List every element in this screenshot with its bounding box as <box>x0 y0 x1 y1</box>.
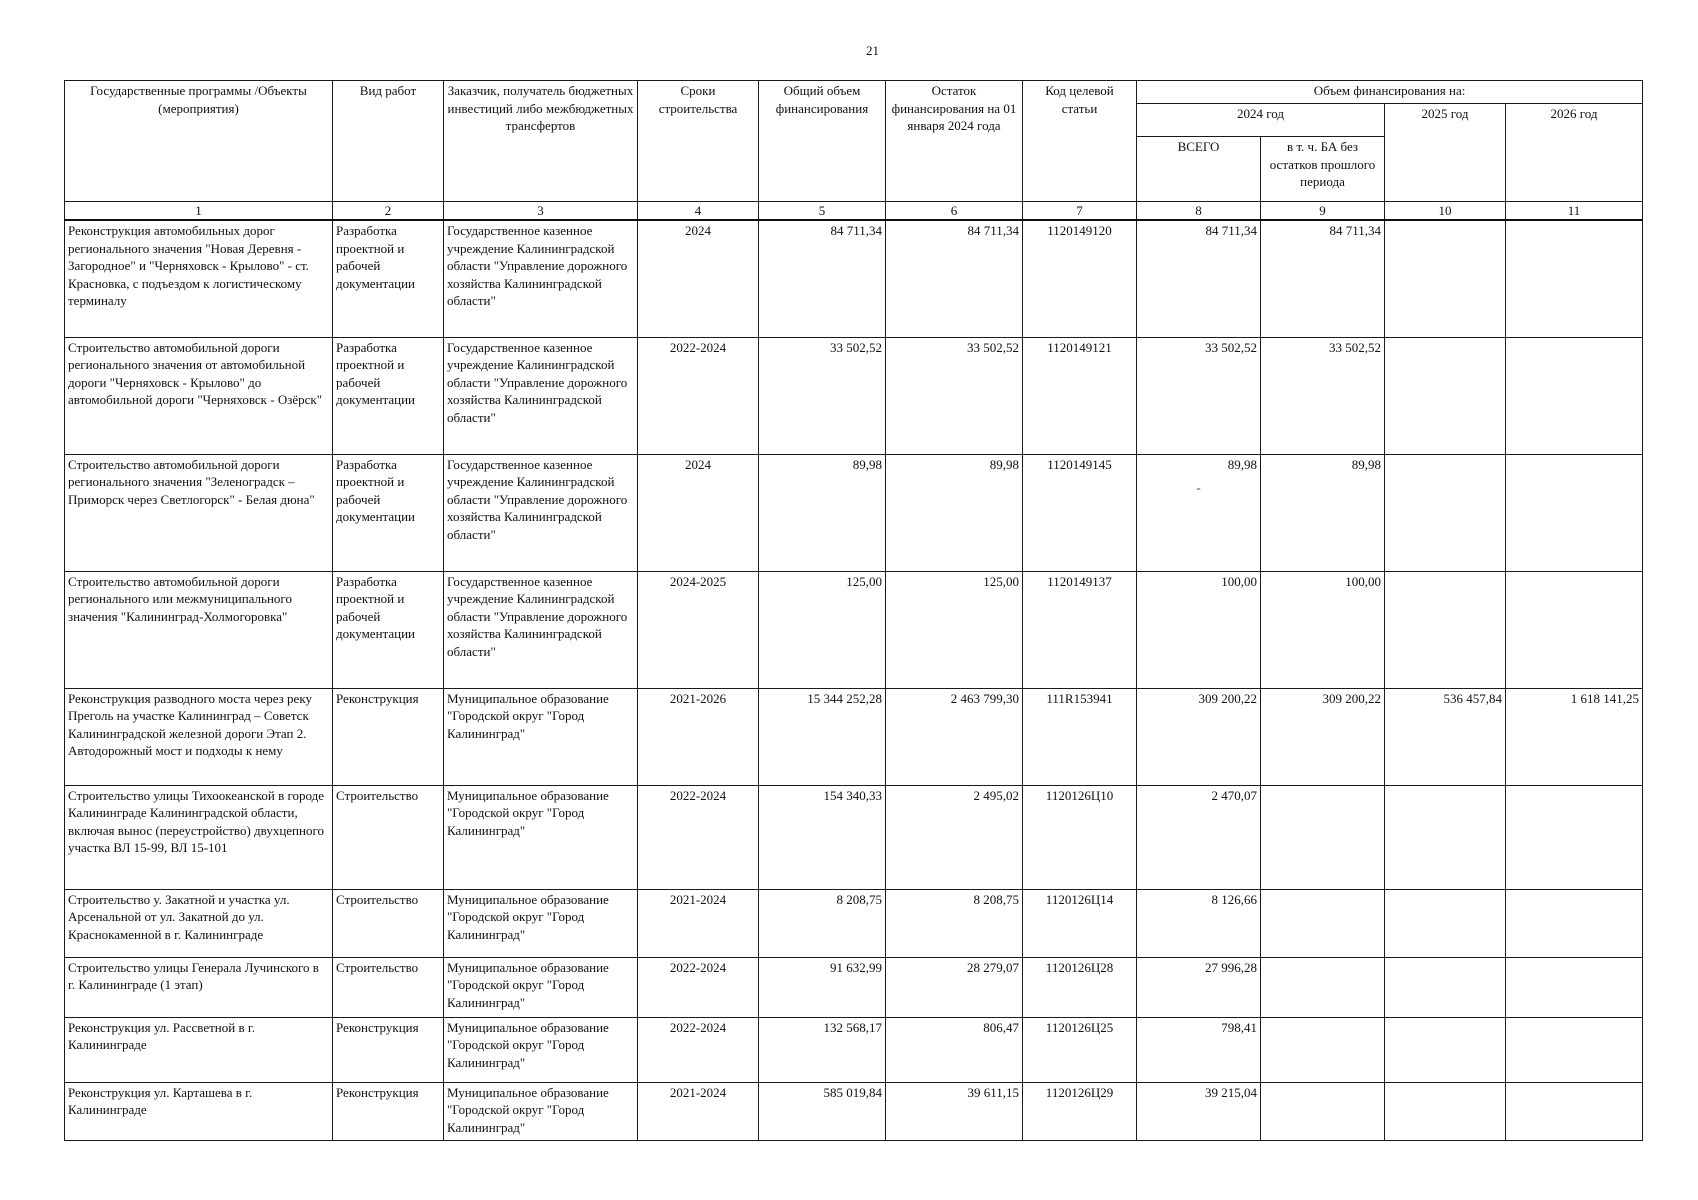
object-name: Строительство автомобильной дороги регионального или межмуниципального значения "Калининград-Холмогоровка" <box>65 571 333 688</box>
y2024-ba <box>1261 957 1385 1017</box>
period: 2022-2024 <box>638 1017 759 1082</box>
y2026 <box>1506 337 1643 454</box>
y2025 <box>1385 1017 1506 1082</box>
remainder: 125,00 <box>886 571 1023 688</box>
remainder: 806,47 <box>886 1017 1023 1082</box>
y2024-ba <box>1261 1082 1385 1140</box>
column-number: 10 <box>1385 202 1506 221</box>
y2024-ba: 84 711,34 <box>1261 220 1385 337</box>
total-financing: 132 568,17 <box>759 1017 886 1082</box>
column-number: 8 <box>1137 202 1261 221</box>
customer: Государственное казенное учреждение Калининградской области "Управление дорожного хозяйства Калининградской области" <box>444 337 638 454</box>
work-type: Строительство <box>333 889 444 957</box>
customer: Государственное казенное учреждение Калининградской области "Управление дорожного хозяйства Калининградской области" <box>444 454 638 571</box>
period: 2021-2026 <box>638 688 759 785</box>
total-financing: 91 632,99 <box>759 957 886 1017</box>
y2026 <box>1506 889 1643 957</box>
table-row <box>65 220 1643 337</box>
table-row <box>65 1082 1643 1140</box>
y2024-total: 8 126,66 <box>1137 889 1261 957</box>
header-programs: Государственные программы /Объекты (мероприятия) <box>65 81 333 202</box>
work-type: Разработка проектной и рабочей документации <box>333 454 444 571</box>
period: 2021-2024 <box>638 889 759 957</box>
column-number: 9 <box>1261 202 1385 221</box>
target-code: 111R153941 <box>1023 688 1137 785</box>
object-name: Строительство улицы Генерала Лучинского в г. Калининграде (1 этап) <box>65 957 333 1017</box>
header-funding: Объем финансирования на: <box>1137 81 1643 104</box>
target-code: 1120126Ц29 <box>1023 1082 1137 1140</box>
y2024-ba: 33 502,52 <box>1261 337 1385 454</box>
y2024-total: 39 215,04 <box>1137 1082 1261 1140</box>
work-type: Разработка проектной и рабочей документации <box>333 220 444 337</box>
period: 2021-2024 <box>638 1082 759 1140</box>
work-type: Реконструкция <box>333 688 444 785</box>
total-financing: 8 208,75 <box>759 889 886 957</box>
y2024-total: 100,00 <box>1137 571 1261 688</box>
y2026: 1 618 141,25 <box>1506 688 1643 785</box>
y2024-total: 309 200,22 <box>1137 688 1261 785</box>
y2024-total: 84 711,34 <box>1137 220 1261 337</box>
column-number: 2 <box>333 202 444 221</box>
financing-table <box>64 80 1643 1141</box>
remainder: 84 711,34 <box>886 220 1023 337</box>
total-financing: 154 340,33 <box>759 785 886 889</box>
target-code: 1120149120 <box>1023 220 1137 337</box>
table-row <box>65 337 1643 454</box>
table-row <box>65 785 1643 889</box>
column-number: 6 <box>886 202 1023 221</box>
header-year-2024: 2024 год <box>1137 104 1385 137</box>
y2026 <box>1506 1082 1643 1140</box>
y2024-ba: 309 200,22 <box>1261 688 1385 785</box>
total-financing: 84 711,34 <box>759 220 886 337</box>
customer: Государственное казенное учреждение Калининградской области "Управление дорожного хозяйства Калининградской области" <box>444 220 638 337</box>
table-row <box>65 957 1643 1017</box>
work-type: Разработка проектной и рабочей документации <box>333 571 444 688</box>
header-2024-ba: в т. ч. БА без остатков прошлого периода <box>1261 137 1385 202</box>
table-row <box>65 688 1643 785</box>
object-name: Реконструкция автомобильных дорог регионального значения "Новая Деревня - Загородное" и "Черняховск - Крылово" - ст. Красновка, с подъездом к логистическому терминалу <box>65 220 333 337</box>
y2026 <box>1506 785 1643 889</box>
y2025 <box>1385 1082 1506 1140</box>
header-2024-total: ВСЕГО <box>1137 137 1261 202</box>
y2025 <box>1385 785 1506 889</box>
target-code: 1120126Ц28 <box>1023 957 1137 1017</box>
y2025 <box>1385 337 1506 454</box>
remainder: 2 463 799,30 <box>886 688 1023 785</box>
y2025 <box>1385 889 1506 957</box>
y2026 <box>1506 220 1643 337</box>
period: 2022-2024 <box>638 337 759 454</box>
y2024-total: 798,41 <box>1137 1017 1261 1082</box>
table-row <box>65 454 1643 571</box>
y2025 <box>1385 454 1506 571</box>
header-customer: Заказчик, получатель бюджетных инвестиций либо межбюджетных трансфертов <box>444 81 638 202</box>
object-name: Реконструкция ул. Рассветной в г. Калининграде <box>65 1017 333 1082</box>
target-code: 1120126Ц14 <box>1023 889 1137 957</box>
y2024-total-value: 89,98 <box>1227 456 1257 472</box>
period: 2024 <box>638 454 759 571</box>
total-financing: 125,00 <box>759 571 886 688</box>
target-code: 1120149145 <box>1023 454 1137 571</box>
period: 2022-2024 <box>638 785 759 889</box>
column-number: 4 <box>638 202 759 221</box>
y2025 <box>1385 957 1506 1017</box>
y2026 <box>1506 571 1643 688</box>
y2024-ba <box>1261 1017 1385 1082</box>
customer: Муниципальное образование "Городской округ "Город Калининград" <box>444 785 638 889</box>
work-type: Реконструкция <box>333 1082 444 1140</box>
remainder: 8 208,75 <box>886 889 1023 957</box>
y2026 <box>1506 957 1643 1017</box>
column-number: 1 <box>65 202 333 221</box>
object-name: Реконструкция ул. Карташева в г. Калининграде <box>65 1082 333 1140</box>
work-type: Строительство <box>333 957 444 1017</box>
remainder: 89,98 <box>886 454 1023 571</box>
customer: Муниципальное образование "Городской округ "Город Калининград" <box>444 688 638 785</box>
remainder: 39 611,15 <box>886 1082 1023 1140</box>
work-type: Строительство <box>333 785 444 889</box>
header-period: Сроки строительства <box>638 81 759 202</box>
y2024-ba <box>1261 785 1385 889</box>
customer: Муниципальное образование "Городской округ "Город Калининград" <box>444 957 638 1017</box>
page-number: 21 <box>866 43 879 58</box>
period: 2022-2024 <box>638 957 759 1017</box>
header-total-financing: Общий объем финансирования <box>759 81 886 202</box>
customer: Муниципальное образование "Городской округ "Город Калининград" <box>444 1082 638 1140</box>
y2024-total: 33 502,52 <box>1137 337 1261 454</box>
dash-mark: - <box>1196 480 1201 495</box>
object-name: Строительство автомобильной дороги регионального значения "Зеленоградск – Приморск через Светлогорск" - Белая дюна" <box>65 454 333 571</box>
y2024-total: 27 996,28 <box>1137 957 1261 1017</box>
y2024-ba: 89,98 <box>1261 454 1385 571</box>
remainder: 33 502,52 <box>886 337 1023 454</box>
y2024-total: 2 470,07 <box>1137 785 1261 889</box>
y2025 <box>1385 571 1506 688</box>
y2025 <box>1385 220 1506 337</box>
column-number: 11 <box>1506 202 1643 221</box>
object-name: Строительство у. Закатной и участка ул. Арсенальной от ул. Закатной до ул. Краснокаменной в г. Калининграде <box>65 889 333 957</box>
table-row <box>65 571 1643 688</box>
target-code: 1120126Ц25 <box>1023 1017 1137 1082</box>
y2025: 536 457,84 <box>1385 688 1506 785</box>
header-year-2026: 2026 год <box>1506 104 1643 202</box>
object-name: Реконструкция разводного моста через реку Преголь на участке Калининград – Советск Калининградской железной дороги Этап 2. Автодорожный мост и подходы к нему <box>65 688 333 785</box>
header-year-2025: 2025 год <box>1385 104 1506 202</box>
column-number: 3 <box>444 202 638 221</box>
table-row <box>65 1017 1643 1082</box>
remainder: 28 279,07 <box>886 957 1023 1017</box>
remainder: 2 495,02 <box>886 785 1023 889</box>
total-financing: 585 019,84 <box>759 1082 886 1140</box>
target-code: 1120126Ц10 <box>1023 785 1137 889</box>
object-name: Строительство автомобильной дороги регионального значения от автомобильной дороги "Черняховск - Крылово" до автомобильной дороги "Черняховск - Озёрск" <box>65 337 333 454</box>
y2026 <box>1506 454 1643 571</box>
target-code: 1120149137 <box>1023 571 1137 688</box>
header-remainder: Остаток финансирования на 01 января 2024 года <box>886 81 1023 202</box>
customer: Муниципальное образование "Городской округ "Город Калининград" <box>444 889 638 957</box>
customer: Муниципальное образование "Городской округ "Город Калининград" <box>444 1017 638 1082</box>
total-financing: 33 502,52 <box>759 337 886 454</box>
column-number: 5 <box>759 202 886 221</box>
period: 2024 <box>638 220 759 337</box>
y2024-total <box>1137 454 1261 571</box>
header-code: Код целевой статьи <box>1023 81 1137 202</box>
total-financing: 15 344 252,28 <box>759 688 886 785</box>
header-work-type: Вид работ <box>333 81 444 202</box>
y2024-ba <box>1261 889 1385 957</box>
work-type: Реконструкция <box>333 1017 444 1082</box>
target-code: 1120149121 <box>1023 337 1137 454</box>
period: 2024-2025 <box>638 571 759 688</box>
customer: Государственное казенное учреждение Калининградской области "Управление дорожного хозяйства Калининградской области" <box>444 571 638 688</box>
object-name: Строительство улицы Тихоокеанской в городе Калининграде Калининградской области, включая вынос (переустройство) двухцепного участка ВЛ 15-99, ВЛ 15-101 <box>65 785 333 889</box>
total-financing: 89,98 <box>759 454 886 571</box>
table-row <box>65 889 1643 957</box>
work-type: Разработка проектной и рабочей документации <box>333 337 444 454</box>
column-number: 7 <box>1023 202 1137 221</box>
y2026 <box>1506 1017 1643 1082</box>
y2024-ba: 100,00 <box>1261 571 1385 688</box>
